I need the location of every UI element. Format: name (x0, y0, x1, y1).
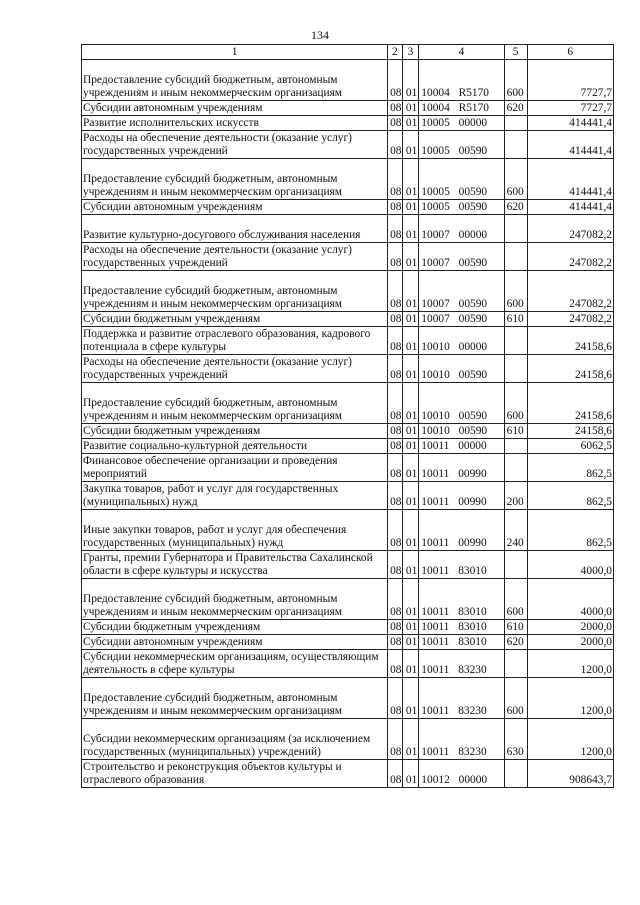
row-subsection: 01 (402, 510, 419, 551)
row-name: Предоставление субсидий бюджетным, автономным учреждениям и иным некоммерческим организациям (82, 579, 388, 620)
row-target-article: 10005 00590 (419, 159, 504, 200)
row-section: 08 (388, 424, 403, 439)
row-expense-type (504, 454, 527, 482)
row-subsection: 01 (402, 454, 419, 482)
table-header-row (82, 45, 614, 60)
row-section: 08 (388, 215, 403, 243)
row-name: Закупка товаров, работ и услуг для государственных (муниципальных) нужд (82, 482, 388, 510)
row-amount: 2000,0 (527, 635, 613, 650)
table-row (82, 215, 614, 243)
row-name: Предоставление субсидий бюджетным, автономным учреждениям и иным некоммерческим организациям (82, 159, 388, 200)
row-subsection: 01 (402, 131, 419, 159)
row-section: 08 (388, 439, 403, 454)
row-target-article: 10011 00990 (419, 482, 504, 510)
row-expense-type: 610 (504, 424, 527, 439)
row-section: 08 (388, 510, 403, 551)
row-amount: 862,5 (527, 454, 613, 482)
header-cell: 3 (402, 45, 419, 60)
row-expense-type (504, 439, 527, 454)
table-row (82, 510, 614, 551)
row-section: 08 (388, 101, 403, 116)
row-subsection: 01 (402, 579, 419, 620)
row-section: 08 (388, 60, 403, 101)
row-name: Субсидии некоммерческим организациям, осуществляющим деятельность в сфере культуры (82, 650, 388, 678)
row-subsection: 01 (402, 116, 419, 131)
row-expense-type (504, 131, 527, 159)
row-name: Субсидии автономным учреждениям (82, 101, 388, 116)
row-name: Строительство и реконструкция объектов культуры и отраслевого образования (82, 760, 388, 788)
row-subsection: 01 (402, 650, 419, 678)
row-name: Расходы на обеспечение деятельности (оказание услуг) государственных учреждений (82, 243, 388, 271)
row-amount: 908643,7 (527, 760, 613, 788)
row-section: 08 (388, 131, 403, 159)
row-target-article: 10004 R5170 (419, 60, 504, 101)
row-subsection: 01 (402, 101, 419, 116)
row-expense-type: 600 (504, 271, 527, 312)
row-name: Субсидии автономным учреждениям (82, 635, 388, 650)
row-target-article: 10007 00590 (419, 243, 504, 271)
header-cell: 2 (388, 45, 403, 60)
row-target-article: 10005 00000 (419, 116, 504, 131)
row-subsection: 01 (402, 215, 419, 243)
row-expense-type (504, 243, 527, 271)
row-amount: 414441,4 (527, 116, 613, 131)
table-row (82, 327, 614, 355)
row-name: Субсидии бюджетным учреждениям (82, 312, 388, 327)
row-section: 08 (388, 116, 403, 131)
row-subsection: 01 (402, 243, 419, 271)
row-expense-type: 240 (504, 510, 527, 551)
row-expense-type: 200 (504, 482, 527, 510)
row-section: 08 (388, 327, 403, 355)
table-row (82, 60, 614, 101)
row-target-article: 10011 83230 (419, 719, 504, 760)
table-row (82, 678, 614, 719)
row-subsection: 01 (402, 719, 419, 760)
row-target-article: 10004 R5170 (419, 101, 504, 116)
row-subsection: 01 (402, 439, 419, 454)
row-target-article: 10007 00590 (419, 271, 504, 312)
row-section: 08 (388, 650, 403, 678)
row-subsection: 01 (402, 620, 419, 635)
row-expense-type (504, 116, 527, 131)
row-amount: 6062,5 (527, 439, 613, 454)
row-expense-type: 620 (504, 635, 527, 650)
row-subsection: 01 (402, 424, 419, 439)
row-name: Предоставление субсидий бюджетным, автономным учреждениям и иным некоммерческим организациям (82, 271, 388, 312)
row-section: 08 (388, 312, 403, 327)
row-subsection: 01 (402, 159, 419, 200)
row-amount: 414441,4 (527, 200, 613, 215)
row-expense-type (504, 355, 527, 383)
row-target-article: 10007 00000 (419, 215, 504, 243)
row-name: Иные закупки товаров, работ и услуг для обеспечения государственных (муниципальных) нужд (82, 510, 388, 551)
row-target-article: 10010 00590 (419, 355, 504, 383)
table-row (82, 719, 614, 760)
row-expense-type: 620 (504, 101, 527, 116)
row-name: Развитие социально-культурной деятельности (82, 439, 388, 454)
row-name: Предоставление субсидий бюджетным, автономным учреждениям и иным некоммерческим организациям (82, 383, 388, 424)
row-subsection: 01 (402, 383, 419, 424)
header-cell: 1 (82, 45, 388, 60)
row-expense-type (504, 650, 527, 678)
row-section: 08 (388, 243, 403, 271)
row-section: 08 (388, 620, 403, 635)
table-row (82, 551, 614, 579)
row-target-article: 10005 00590 (419, 131, 504, 159)
row-section: 08 (388, 719, 403, 760)
table-row (82, 101, 614, 116)
row-amount: 414441,4 (527, 159, 613, 200)
row-amount: 24158,6 (527, 355, 613, 383)
row-amount: 1200,0 (527, 650, 613, 678)
row-name: Расходы на обеспечение деятельности (оказание услуг) государственных учреждений (82, 131, 388, 159)
row-section: 08 (388, 271, 403, 312)
row-section: 08 (388, 482, 403, 510)
row-expense-type (504, 760, 527, 788)
row-name: Субсидии бюджетным учреждениям (82, 424, 388, 439)
row-subsection: 01 (402, 355, 419, 383)
row-section: 08 (388, 678, 403, 719)
row-target-article: 10011 83010 (419, 620, 504, 635)
table-row (82, 579, 614, 620)
row-name: Расходы на обеспечение деятельности (оказание услуг) государственных учреждений (82, 355, 388, 383)
row-name: Субсидии бюджетным учреждениям (82, 620, 388, 635)
row-expense-type: 600 (504, 383, 527, 424)
budget-table (81, 44, 614, 788)
header-cell: 4 (419, 45, 504, 60)
row-amount: 247082,2 (527, 215, 613, 243)
row-subsection: 01 (402, 551, 419, 579)
row-name: Предоставление субсидий бюджетным, автономным учреждениям и иным некоммерческим организациям (82, 678, 388, 719)
row-target-article: 10011 00000 (419, 439, 504, 454)
row-amount: 247082,2 (527, 312, 613, 327)
row-name: Субсидии автономным учреждениям (82, 200, 388, 215)
table-row (82, 312, 614, 327)
row-section: 08 (388, 760, 403, 788)
row-section: 08 (388, 454, 403, 482)
row-section: 08 (388, 551, 403, 579)
table-row (82, 159, 614, 200)
row-subsection: 01 (402, 60, 419, 101)
row-expense-type: 600 (504, 678, 527, 719)
row-amount: 862,5 (527, 482, 613, 510)
page-number: 134 (311, 28, 329, 42)
row-expense-type: 620 (504, 200, 527, 215)
row-amount: 4000,0 (527, 579, 613, 620)
row-target-article: 10011 83010 (419, 551, 504, 579)
row-name: Предоставление субсидий бюджетным, автономным учреждениям и иным некоммерческим организациям (82, 60, 388, 101)
row-expense-type (504, 215, 527, 243)
row-subsection: 01 (402, 482, 419, 510)
table-row (82, 650, 614, 678)
row-target-article: 10010 00590 (419, 424, 504, 439)
table-row (82, 620, 614, 635)
row-name: Развитие исполнительских искусств (82, 116, 388, 131)
row-subsection: 01 (402, 678, 419, 719)
table-row (82, 131, 614, 159)
row-name: Развитие культурно-досугового обслуживания населения (82, 215, 388, 243)
table-row (82, 482, 614, 510)
row-subsection: 01 (402, 760, 419, 788)
row-target-article: 10011 83230 (419, 650, 504, 678)
row-target-article: 10011 00990 (419, 454, 504, 482)
table-row (82, 454, 614, 482)
row-amount: 247082,2 (527, 243, 613, 271)
table-row (82, 116, 614, 131)
row-amount: 247082,2 (527, 271, 613, 312)
row-expense-type (504, 551, 527, 579)
row-subsection: 01 (402, 200, 419, 215)
row-amount: 1200,0 (527, 719, 613, 760)
row-expense-type: 610 (504, 620, 527, 635)
row-amount: 7727,7 (527, 60, 613, 101)
row-section: 08 (388, 355, 403, 383)
row-name: Поддержка и развитие отраслевого образования, кадрового потенциала в сфере культуры (82, 327, 388, 355)
row-section: 08 (388, 159, 403, 200)
row-section: 08 (388, 635, 403, 650)
row-expense-type: 600 (504, 579, 527, 620)
row-name: Гранты, премии Губернатора и Правительства Сахалинской области в сфере культуры и искусства (82, 551, 388, 579)
row-amount: 2000,0 (527, 620, 613, 635)
header-cell: 5 (504, 45, 527, 60)
row-expense-type (504, 327, 527, 355)
row-section: 08 (388, 579, 403, 620)
row-amount: 4000,0 (527, 551, 613, 579)
row-target-article: 10007 00590 (419, 312, 504, 327)
row-target-article: 10010 00590 (419, 383, 504, 424)
row-target-article: 10011 83010 (419, 635, 504, 650)
row-subsection: 01 (402, 635, 419, 650)
row-amount: 24158,6 (527, 424, 613, 439)
table-row (82, 424, 614, 439)
row-name: Финансовое обеспечение организации и проведения мероприятий (82, 454, 388, 482)
row-target-article: 10012 00000 (419, 760, 504, 788)
table-row (82, 760, 614, 788)
row-subsection: 01 (402, 312, 419, 327)
row-subsection: 01 (402, 327, 419, 355)
table-row (82, 635, 614, 650)
row-amount: 414441,4 (527, 131, 613, 159)
table-row (82, 439, 614, 454)
row-target-article: 10011 83010 (419, 579, 504, 620)
row-expense-type: 600 (504, 159, 527, 200)
row-target-article: 10011 00990 (419, 510, 504, 551)
row-expense-type: 610 (504, 312, 527, 327)
row-amount: 24158,6 (527, 383, 613, 424)
row-section: 08 (388, 200, 403, 215)
row-amount: 1200,0 (527, 678, 613, 719)
row-target-article: 10011 83230 (419, 678, 504, 719)
row-name: Субсидии некоммерческим организациям (за исключением государственных (муниципальных) учреждений) (82, 719, 388, 760)
table-row (82, 243, 614, 271)
table-row (82, 355, 614, 383)
row-subsection: 01 (402, 271, 419, 312)
row-amount: 862,5 (527, 510, 613, 551)
row-target-article: 10005 00590 (419, 200, 504, 215)
row-section: 08 (388, 383, 403, 424)
row-amount: 7727,7 (527, 101, 613, 116)
table-row (82, 271, 614, 312)
table-row (82, 383, 614, 424)
row-target-article: 10010 00000 (419, 327, 504, 355)
row-amount: 24158,6 (527, 327, 613, 355)
header-cell: 6 (527, 45, 613, 60)
row-expense-type: 630 (504, 719, 527, 760)
table-row (82, 200, 614, 215)
row-expense-type: 600 (504, 60, 527, 101)
